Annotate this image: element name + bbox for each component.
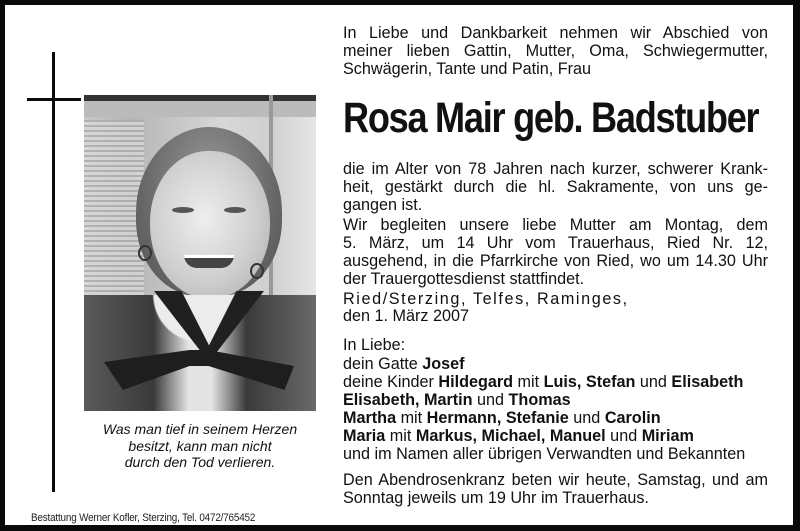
rosary-line: Den Abendrosenkranz beten wir heute, Samstag, und am bbox=[343, 471, 768, 489]
family-line-spouse bbox=[343, 355, 768, 373]
photo-earring-right bbox=[250, 263, 264, 279]
family-text: und bbox=[635, 373, 672, 391]
family-name: Markus, Michael, Manuel bbox=[415, 427, 606, 445]
family-text: mit bbox=[513, 373, 544, 391]
deceased-name: Rosa Mair geb. Badstuber bbox=[343, 94, 759, 142]
family-name: Hermann, Stefanie bbox=[426, 409, 569, 427]
family-line bbox=[343, 391, 768, 409]
family-name: Miriam bbox=[641, 427, 694, 445]
family-line-relatives: und im Namen aller übrigen Verwandten und Bekannten bbox=[343, 445, 746, 463]
photo-eye-left bbox=[172, 207, 194, 213]
paragraph-line: ausgehend, in die Pfarrkirche von Ried, wo um 14.30 Uhr bbox=[343, 252, 768, 270]
in-love-label: In Liebe: bbox=[343, 336, 406, 354]
family-name: Luis, Stefan bbox=[543, 373, 636, 391]
paragraph-line: heit, gestärkt durch die hl. Sakramente, von uns ge- bbox=[343, 178, 768, 196]
family-name: Maria bbox=[343, 427, 386, 445]
family-line bbox=[343, 427, 768, 445]
quote-line: durch den Tod verlieren. bbox=[124, 454, 276, 470]
photo-eye-right bbox=[224, 207, 246, 213]
intro-line: In Liebe und Dankbarkeit nehmen wir Abschied von bbox=[343, 24, 768, 42]
date-line: den 1. März 2007 bbox=[343, 307, 469, 325]
paragraph-line: die im Alter von 78 Jahren nach kurzer, schwerer Krank- bbox=[343, 160, 768, 178]
paragraph-line: der Trauergottesdienst stattfindet. bbox=[343, 270, 585, 288]
paragraph-line: 5. März, um 14 Uhr vom Trauerhaus, Ried Nr. 12, bbox=[343, 234, 768, 252]
quote-line: besitzt, kann man nicht bbox=[128, 437, 272, 454]
photo-shelf bbox=[84, 95, 316, 117]
family-name: Josef bbox=[422, 355, 465, 373]
cross-icon-horizontal bbox=[27, 98, 81, 101]
funeral-paragraph bbox=[343, 216, 768, 288]
funeral-home-footer: Bestattung Werner Kofler, Sterzing, Tel. 0472/765452 bbox=[31, 512, 256, 524]
memorial-quote bbox=[84, 421, 316, 471]
family-name: Hildegard bbox=[438, 373, 514, 391]
family-list bbox=[343, 355, 768, 463]
family-name: Carolin bbox=[604, 409, 661, 427]
family-name: Elisabeth bbox=[671, 373, 744, 391]
family-name: Thomas bbox=[508, 391, 571, 409]
family-text: mit bbox=[385, 427, 416, 445]
death-paragraph bbox=[343, 160, 768, 214]
intro-line: meiner lieben Gattin, Mutter, Oma, Schwiegermutter, bbox=[343, 42, 768, 60]
photo-smile bbox=[184, 255, 234, 268]
quote-line: Was man tief in seinem Herzen bbox=[102, 421, 298, 437]
portrait-photo bbox=[84, 95, 316, 411]
rosary-notice bbox=[343, 471, 768, 507]
family-name: Martha bbox=[343, 409, 397, 427]
paragraph-line: gangen ist. bbox=[343, 196, 423, 214]
family-line bbox=[343, 409, 768, 427]
family-text: und bbox=[472, 391, 509, 409]
paragraph-line: Wir begleiten unsere liebe Mutter am Montag, dem bbox=[343, 216, 768, 234]
place-line: Ried/Sterzing, Telfes, Raminges, bbox=[343, 290, 629, 308]
cross-icon-vertical bbox=[52, 52, 55, 492]
intro-text bbox=[343, 24, 768, 78]
family-text: mit bbox=[396, 409, 427, 427]
photo-curtain bbox=[84, 120, 144, 310]
family-line-children bbox=[343, 373, 768, 391]
photo-earring-left bbox=[138, 245, 152, 261]
intro-line: Schwägerin, Tante und Patin, Frau bbox=[343, 60, 592, 78]
family-text: deine Kinder bbox=[343, 373, 439, 391]
family-name: Elisabeth, Martin bbox=[343, 391, 473, 409]
family-text: dein Gatte bbox=[343, 355, 423, 373]
rosary-line: Sonntag jeweils um 19 Uhr im Trauerhaus. bbox=[343, 489, 649, 507]
family-text: und bbox=[568, 409, 605, 427]
family-text: und bbox=[605, 427, 642, 445]
